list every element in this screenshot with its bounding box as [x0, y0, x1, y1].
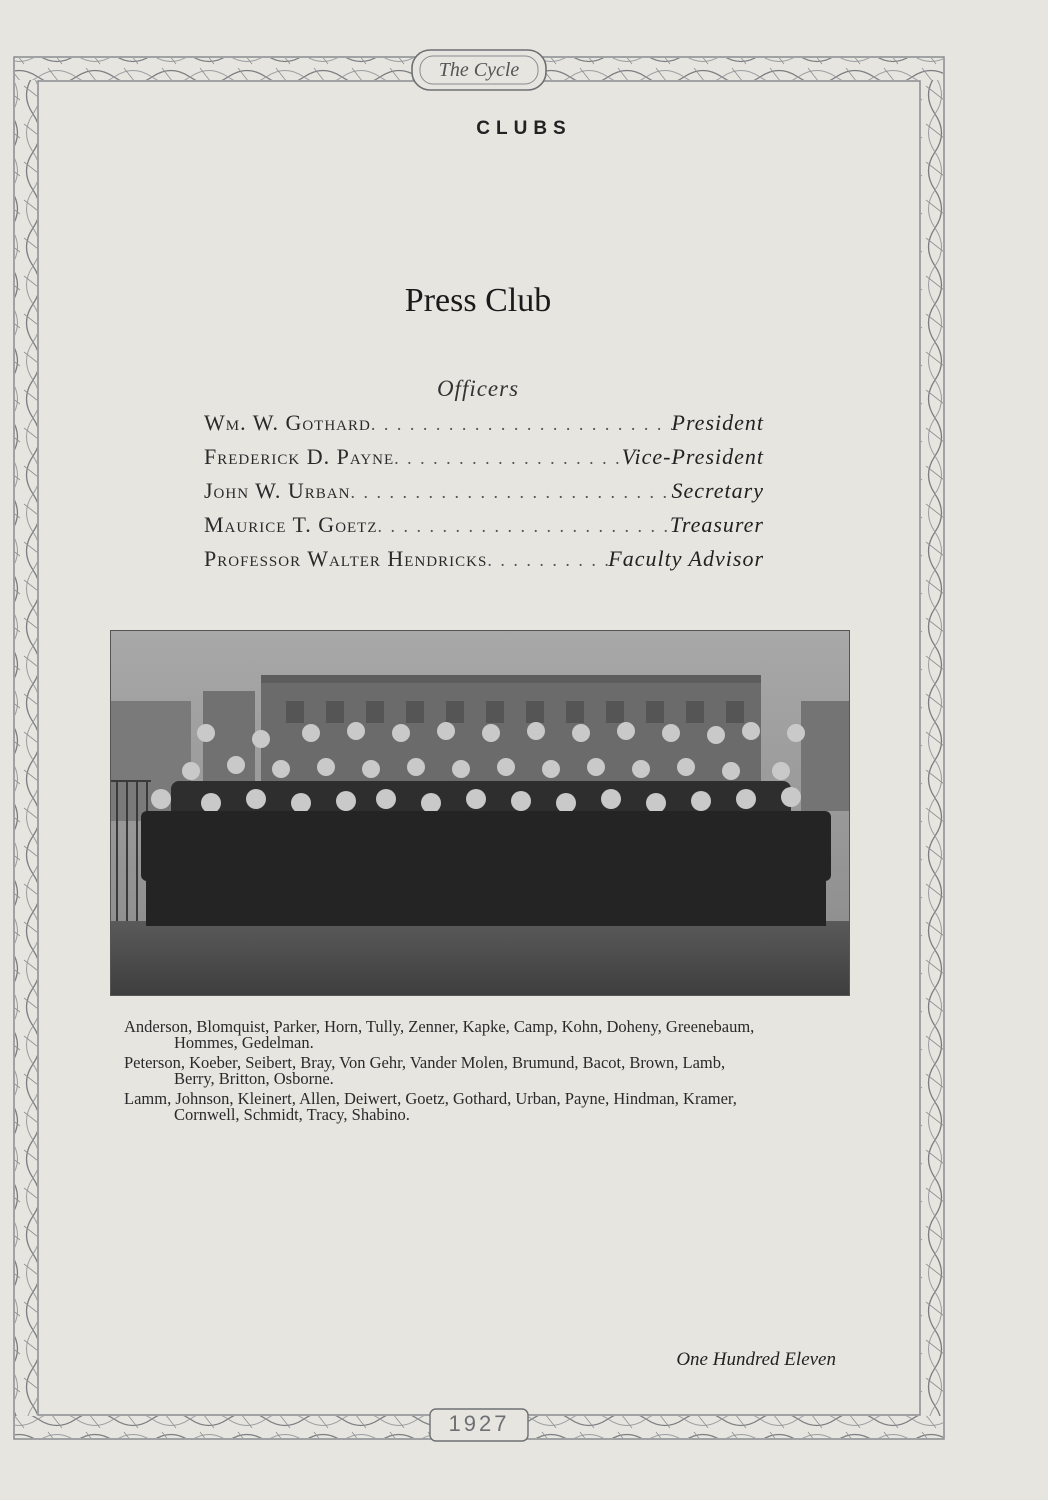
officer-row: [204, 410, 764, 444]
caption-row-3: Lamm, Johnson, Kleinert, Allen, Deiwert, Goetz, Gothard, Urban, Payne, Hindman, Kramer,: [124, 1089, 737, 1108]
dot-leader: [371, 410, 672, 436]
header-logo: The Cycle: [438, 59, 520, 81]
group-photo-image: [111, 631, 849, 995]
page-number: One Hundred Eleven: [676, 1349, 836, 1370]
footer-year: 1927: [448, 1411, 510, 1436]
page-title: Press Club: [404, 282, 552, 319]
section-header: CLUBS: [476, 118, 572, 139]
caption-row-3-continued: Cornwell, Schmidt, Tracy, Shabino.: [174, 1105, 410, 1124]
officer-title: Secretary: [671, 478, 764, 503]
officer-name: John W. Urban: [204, 478, 351, 503]
dot-leader: [378, 512, 670, 538]
photo-caption: [124, 1019, 854, 1127]
officer-title: Vice-President: [621, 444, 764, 469]
officer-row: [204, 546, 764, 580]
officer-name: Wm. W. Gothard: [204, 410, 371, 435]
officer-row: [204, 478, 764, 512]
caption-row-1: Anderson, Blomquist, Parker, Horn, Tully, Zenner, Kapke, Camp, Kohn, Doheny, Greenebaum,: [124, 1017, 755, 1036]
caption-row-2-continued: Berry, Britton, Osborne.: [174, 1069, 334, 1088]
officer-title: Faculty Advisor: [608, 546, 764, 571]
dot-leader: [394, 444, 622, 470]
officer-row: [204, 444, 764, 478]
officer-name: Frederick D. Payne: [204, 444, 395, 469]
officers-heading: Officers: [436, 376, 520, 401]
officer-name: Maurice T. Goetz: [204, 512, 378, 537]
officer-name: Professor Walter Hendricks: [204, 546, 488, 571]
officer-row: [204, 512, 764, 546]
group-photo: [110, 630, 850, 996]
caption-row-1-continued: Hommes, Gedelman.: [174, 1033, 314, 1052]
officer-title: President: [671, 410, 764, 435]
caption-row-2: Peterson, Koeber, Seibert, Bray, Von Gehr, Vander Molen, Brumund, Bacot, Brown, Lamb,: [124, 1053, 726, 1072]
officer-title: Treasurer: [669, 512, 764, 537]
officer-list: [204, 410, 764, 580]
dot-leader: [487, 546, 608, 572]
dot-leader: [350, 478, 671, 504]
